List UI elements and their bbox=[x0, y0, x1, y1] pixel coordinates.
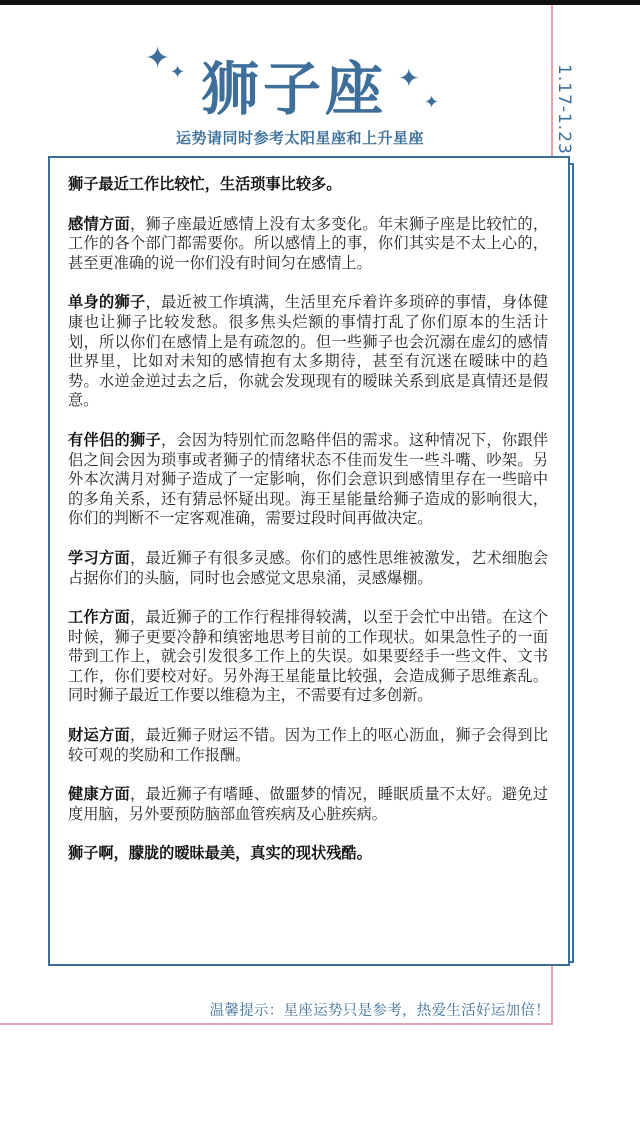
sparkle-icon: ✦ bbox=[145, 41, 171, 76]
partner-text: ，会因为特别忙而忽略伴侣的需求。这种情况下，你跟伴侣之间会因为琐事或者狮子的情绪状态不佳而发生一些斗嘴、吵架。另外本次满月对狮子造成了一定影响，你们会意识到感情里存在一些暗中的多角关系，还有猜忌怀疑出现。海王星能量给狮子造成的影响很大，你们的判断不一定客观准确，需要过段时间再做决定。 bbox=[68, 430, 549, 528]
study-heading: 学习方面 bbox=[68, 548, 130, 567]
study-paragraph bbox=[68, 549, 548, 588]
closing-paragraph: 狮子啊，朦胧的暧昧最美，真实的现状残酷。 bbox=[68, 844, 372, 863]
work-paragraph bbox=[68, 608, 548, 706]
love-text: ，狮子座最近感情上没有太多变化。年末狮子座是比较忙的，工作的各个部门都需要你。所以感情上的事，你们其实是不太上心的，甚至更准确的说一你们没有时间匀在感情上。 bbox=[68, 214, 549, 272]
partner-paragraph bbox=[68, 431, 548, 529]
study-text: ，最近狮子有很多灵感。你们的感性思维被激发，艺术细胞会占据你们的头脑，同时也会感觉文思泉涌，灵感爆棚。 bbox=[68, 548, 549, 587]
love-paragraph bbox=[68, 215, 548, 274]
health-text: ，最近狮子有嗜睡、做噩梦的情况，睡眠质量不太好。避免过度用脑，另外要预防脑部血管疾病及心脏疾病。 bbox=[68, 785, 549, 823]
intro-paragraph: 狮子最近工作比较忙，生活琐事比较多。 bbox=[68, 175, 342, 193]
work-text: ，最近狮子的工作行程排得较满，以至于会忙中出错。在这个时候，狮子更要冷静和缜密地思考目前的工作现状。如果急性子的一面带到工作上，就会引发很多工作上的失误。如果要经手一些文件、文书工作，你们要校对好。另外海王星能量比较强，会造成狮子思维紊乱。同时狮子最近工作要以维稳为主，不需要有过多创新。 bbox=[68, 608, 549, 705]
sparkle-icon: ✦ bbox=[424, 92, 440, 113]
wealth-paragraph bbox=[68, 726, 548, 765]
partner-heading: 有伴侣的狮子 bbox=[68, 430, 161, 449]
date-range: 1.17-1.23 bbox=[554, 64, 574, 155]
top-strip bbox=[0, 0, 640, 5]
single-heading: 单身的狮子 bbox=[68, 293, 146, 312]
work-heading: 工作方面 bbox=[68, 608, 130, 627]
pink-horizontal-line bbox=[0, 1023, 553, 1025]
wealth-heading: 财运方面 bbox=[68, 726, 130, 745]
horoscope-content bbox=[48, 156, 570, 966]
sparkle-icon: ✦ bbox=[398, 64, 420, 94]
health-heading: 健康方面 bbox=[68, 785, 130, 804]
health-paragraph bbox=[68, 785, 548, 824]
page-title: 狮子座 bbox=[200, 55, 387, 123]
love-heading: 感情方面 bbox=[68, 214, 130, 233]
single-text: ，最近被工作填满，生活里充斥着许多琐碎的事情，身体健康也让狮子比较发愁。很多焦头烂额的事情打乱了你们原本的生活计划，所以你们在感情上是有疏忽的。但一些狮子也会沉溺在虚幻的感情世界里，比如对未知的感情抱有太多期待，甚至有沉迷在暧昧中的趋势。水逆金逆过去之后，你就会发现现有的暧昧关系到底是真情还是假意。 bbox=[68, 293, 549, 410]
sparkle-icon: ✦ bbox=[170, 62, 186, 83]
single-paragraph bbox=[68, 293, 548, 411]
footer-tip: 温馨提示：星座运势只是参考，热爱生活好运加倍！ bbox=[209, 1003, 550, 1019]
wealth-text: ，最近狮子财运不错。因为工作上的呕心沥血，狮子会得到比较可观的奖励和工作报酬。 bbox=[68, 726, 549, 764]
subtitle: 运势请同时参考太阳星座和上升星座 bbox=[175, 129, 424, 147]
